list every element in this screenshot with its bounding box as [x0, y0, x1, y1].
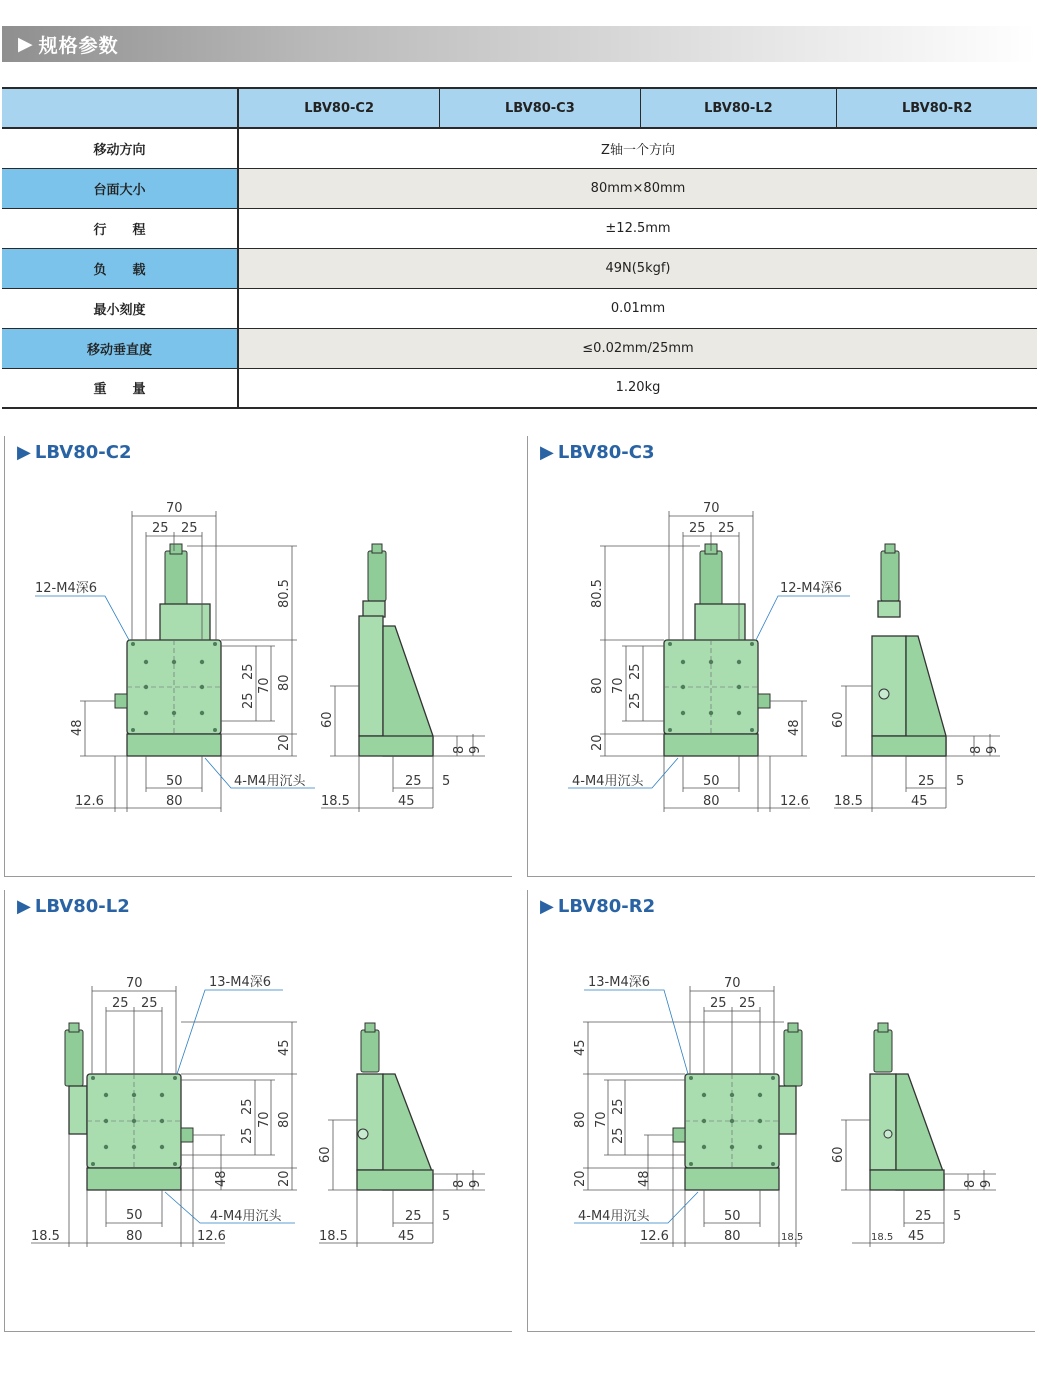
table-row	[2, 208, 1037, 248]
dim-label: 45	[573, 1039, 588, 1056]
drawing-panel-l2	[4, 890, 512, 1332]
dim-label: 80	[590, 677, 605, 694]
side-micrometer	[368, 551, 386, 601]
dim-label: 80	[703, 794, 720, 809]
dim-label: 70	[594, 1111, 609, 1128]
micrometer-barrel	[784, 1030, 802, 1086]
lock-screw-icon	[884, 1130, 892, 1138]
dim-label: 5	[953, 1209, 962, 1224]
row-value: 80mm×80mm	[238, 168, 1037, 208]
holes-bottom-label: 4-M4用沉头	[572, 774, 644, 789]
row-label: 移动方向	[2, 128, 238, 168]
dim-label: 9	[979, 1179, 994, 1188]
dim-label: 45	[277, 1039, 292, 1056]
dim-label: 48	[70, 719, 85, 736]
micrometer-tip	[788, 1023, 798, 1032]
holes-bottom-label: 4-M4用沉头	[210, 1209, 282, 1224]
dim-label: 70	[724, 976, 741, 991]
dim-label: 25	[241, 692, 256, 709]
dim-label: 9	[468, 745, 483, 754]
dim-label: 45	[908, 1229, 925, 1244]
dim-label: 12.6	[780, 794, 809, 809]
dim-label: 50	[126, 1208, 143, 1223]
drawing-title	[540, 442, 655, 463]
dim-label: 18.5	[319, 1229, 348, 1244]
dim-label: 8	[452, 1179, 467, 1188]
technical-drawing-l2	[5, 890, 513, 1332]
dim-label: 20	[277, 1170, 292, 1187]
header-corner	[2, 88, 238, 128]
micrometer-tip	[69, 1023, 79, 1032]
micrometer-arm	[778, 1086, 796, 1134]
stage-base	[127, 734, 221, 756]
dim-label: 25	[152, 521, 169, 536]
table-row	[2, 168, 1037, 208]
dim-label: 25	[405, 774, 422, 789]
dim-label: 80	[277, 1111, 292, 1128]
drawing-title-text: LBV80-R2	[557, 896, 656, 917]
drawing-title	[540, 896, 655, 917]
dim-label: 8	[963, 1179, 978, 1188]
micrometer-barrel	[700, 551, 722, 606]
dim-label: 18.5	[834, 794, 863, 809]
dim-label: 80	[573, 1111, 588, 1128]
triangle-right-icon: ▶	[540, 442, 554, 463]
row-value: 49N(5kgf)	[238, 248, 1037, 288]
dim-label: 48	[214, 1170, 229, 1187]
holes-bottom-label: 4-M4用沉头	[578, 1209, 650, 1224]
side-base	[359, 736, 433, 756]
side-micrometer	[361, 1030, 379, 1072]
dim-label: 70	[257, 1111, 272, 1128]
side-base	[872, 736, 946, 756]
dim-label: 20	[277, 734, 292, 751]
stage-table	[664, 640, 758, 734]
side-micrometer	[874, 1030, 892, 1072]
side-micrometer-tip	[878, 1023, 888, 1032]
dim-label: 25	[918, 774, 935, 789]
drawing-title-text: LBV80-C3	[557, 442, 655, 463]
drawing-title	[17, 896, 130, 917]
dim-label: 25	[689, 521, 706, 536]
dim-label: 70	[126, 976, 143, 991]
dim-label: 80	[166, 794, 183, 809]
row-value: 1.20kg	[238, 368, 1037, 408]
micrometer-barrel	[65, 1030, 83, 1086]
dim-label: 25	[739, 996, 756, 1011]
column-header: LBV80-C2	[238, 88, 440, 128]
row-value: 0.01mm	[238, 288, 1037, 328]
stage-table	[127, 640, 221, 734]
section-title: 规格参数	[38, 34, 119, 57]
column-header: LBV80-R2	[837, 88, 1037, 128]
lock-knob	[673, 1128, 685, 1142]
dim-label: 80	[724, 1229, 741, 1244]
dim-label: 9	[468, 1179, 483, 1188]
micrometer-arm	[69, 1086, 87, 1134]
dim-label: 25	[112, 996, 129, 1011]
holes-top-label: 12-M4深6	[35, 581, 97, 596]
dim-label: 80.5	[277, 579, 292, 608]
holes-top-label: 13-M4深6	[588, 975, 650, 990]
spec-table	[2, 87, 1037, 409]
dim-label: 70	[611, 677, 626, 694]
column-header: LBV80-C3	[440, 88, 640, 128]
dim-label: 5	[442, 1209, 451, 1224]
dim-label: 80.5	[590, 579, 605, 608]
stage-neck	[695, 604, 745, 642]
holes-top-label: 13-M4深6	[209, 975, 271, 990]
side-table	[870, 1074, 896, 1170]
dim-label: 18.5	[781, 1232, 804, 1243]
dim-label: 12.6	[197, 1229, 226, 1244]
dim-label: 60	[831, 711, 846, 728]
dim-label: 70	[257, 677, 272, 694]
row-label: 行 程	[2, 208, 238, 248]
side-micrometer-tip	[365, 1023, 375, 1032]
dim-label: 50	[166, 774, 183, 789]
dim-label: 45	[911, 794, 928, 809]
dim-label: 25	[141, 996, 158, 1011]
side-micrometer	[881, 551, 899, 601]
dim-label: 12.6	[75, 794, 104, 809]
side-table	[359, 616, 383, 736]
row-value: ±12.5mm	[238, 208, 1037, 248]
stage-base	[685, 1168, 779, 1190]
triangle-right-icon: ▶	[18, 33, 33, 55]
table-row	[2, 328, 1037, 368]
technical-drawing-c3	[528, 436, 1036, 877]
side-neck	[363, 601, 385, 617]
dim-label: 80	[126, 1229, 143, 1244]
triangle-right-icon: ▶	[17, 442, 31, 463]
dim-label: 25	[241, 663, 256, 680]
column-header: LBV80-L2	[640, 88, 837, 128]
side-micrometer-tip	[885, 544, 895, 553]
dim-label: 70	[703, 501, 720, 516]
dim-label: 5	[956, 774, 965, 789]
dim-label: 12.6	[640, 1229, 669, 1244]
lock-knob	[758, 694, 770, 708]
dim-label: 25	[915, 1209, 932, 1224]
dim-label: 60	[831, 1146, 846, 1163]
dim-label: 8	[969, 745, 984, 754]
holes-top-label: 12-M4深6	[780, 581, 842, 596]
table-row	[2, 288, 1037, 328]
side-table	[872, 636, 906, 736]
micrometer-barrel	[165, 551, 187, 606]
stage-base	[87, 1168, 181, 1190]
table-row	[2, 248, 1037, 288]
dim-label: 48	[637, 1170, 652, 1187]
dim-label: 25	[405, 1209, 422, 1224]
dim-label: 45	[398, 794, 415, 809]
side-neck	[878, 601, 900, 617]
side-base	[870, 1170, 944, 1190]
dim-label: 50	[724, 1209, 741, 1224]
dim-label: 25	[628, 692, 643, 709]
micrometer-tip	[170, 544, 182, 554]
dim-label: 20	[573, 1170, 588, 1187]
technical-drawing-c2	[5, 436, 513, 877]
dim-label: 25	[240, 1098, 255, 1115]
dim-label: 45	[398, 1229, 415, 1244]
triangle-right-icon: ▶	[17, 896, 31, 917]
dim-label: 20	[590, 734, 605, 751]
row-value: ≤0.02mm/25mm	[238, 328, 1037, 368]
drawing-panel-r2	[527, 890, 1035, 1332]
row-label: 移动垂直度	[2, 328, 238, 368]
holes-bottom-label: 4-M4用沉头	[234, 774, 306, 789]
lock-screw-icon	[358, 1129, 368, 1139]
row-value: Z轴一个方向	[238, 128, 1037, 168]
row-label: 最小刻度	[2, 288, 238, 328]
side-table	[357, 1074, 383, 1170]
spec-table-header	[2, 88, 1037, 128]
stage-neck	[160, 604, 210, 642]
dim-label: 25	[240, 1127, 255, 1144]
dim-label: 5	[442, 774, 451, 789]
dim-label: 60	[318, 1146, 333, 1163]
dim-label: 25	[611, 1098, 626, 1115]
dim-label: 18.5	[31, 1229, 60, 1244]
stage-base	[664, 734, 758, 756]
dim-label: 50	[703, 774, 720, 789]
dim-label: 25	[710, 996, 727, 1011]
row-label: 负 载	[2, 248, 238, 288]
drawing-panel-c3	[527, 436, 1035, 877]
dim-label: 25	[181, 521, 198, 536]
dim-label: 18.5	[321, 794, 350, 809]
dim-label: 9	[985, 745, 1000, 754]
side-micrometer-tip	[372, 544, 382, 553]
table-row	[2, 128, 1037, 168]
dim-label: 70	[166, 501, 183, 516]
dim-label: 25	[718, 521, 735, 536]
dim-label: 48	[787, 719, 802, 736]
dim-label: 18.5	[871, 1232, 894, 1243]
table-row	[2, 368, 1037, 408]
row-label: 台面大小	[2, 168, 238, 208]
drawing-panel-c2	[4, 436, 512, 877]
lock-knob	[115, 694, 127, 708]
lock-screw-icon	[879, 689, 889, 699]
row-label: 重 量	[2, 368, 238, 408]
dim-label: 8	[452, 745, 467, 754]
side-base	[357, 1170, 433, 1190]
drawing-title-text: LBV80-L2	[34, 896, 130, 917]
dim-label: 60	[320, 711, 335, 728]
section-header	[2, 26, 1036, 62]
triangle-right-icon: ▶	[540, 896, 554, 917]
technical-drawing-r2	[528, 890, 1036, 1332]
dim-label: 25	[611, 1127, 626, 1144]
drawing-title-text: LBV80-C2	[34, 442, 132, 463]
dim-label: 80	[277, 674, 292, 691]
lock-knob	[181, 1128, 193, 1142]
dim-label: 25	[628, 663, 643, 680]
drawing-title	[17, 442, 132, 463]
